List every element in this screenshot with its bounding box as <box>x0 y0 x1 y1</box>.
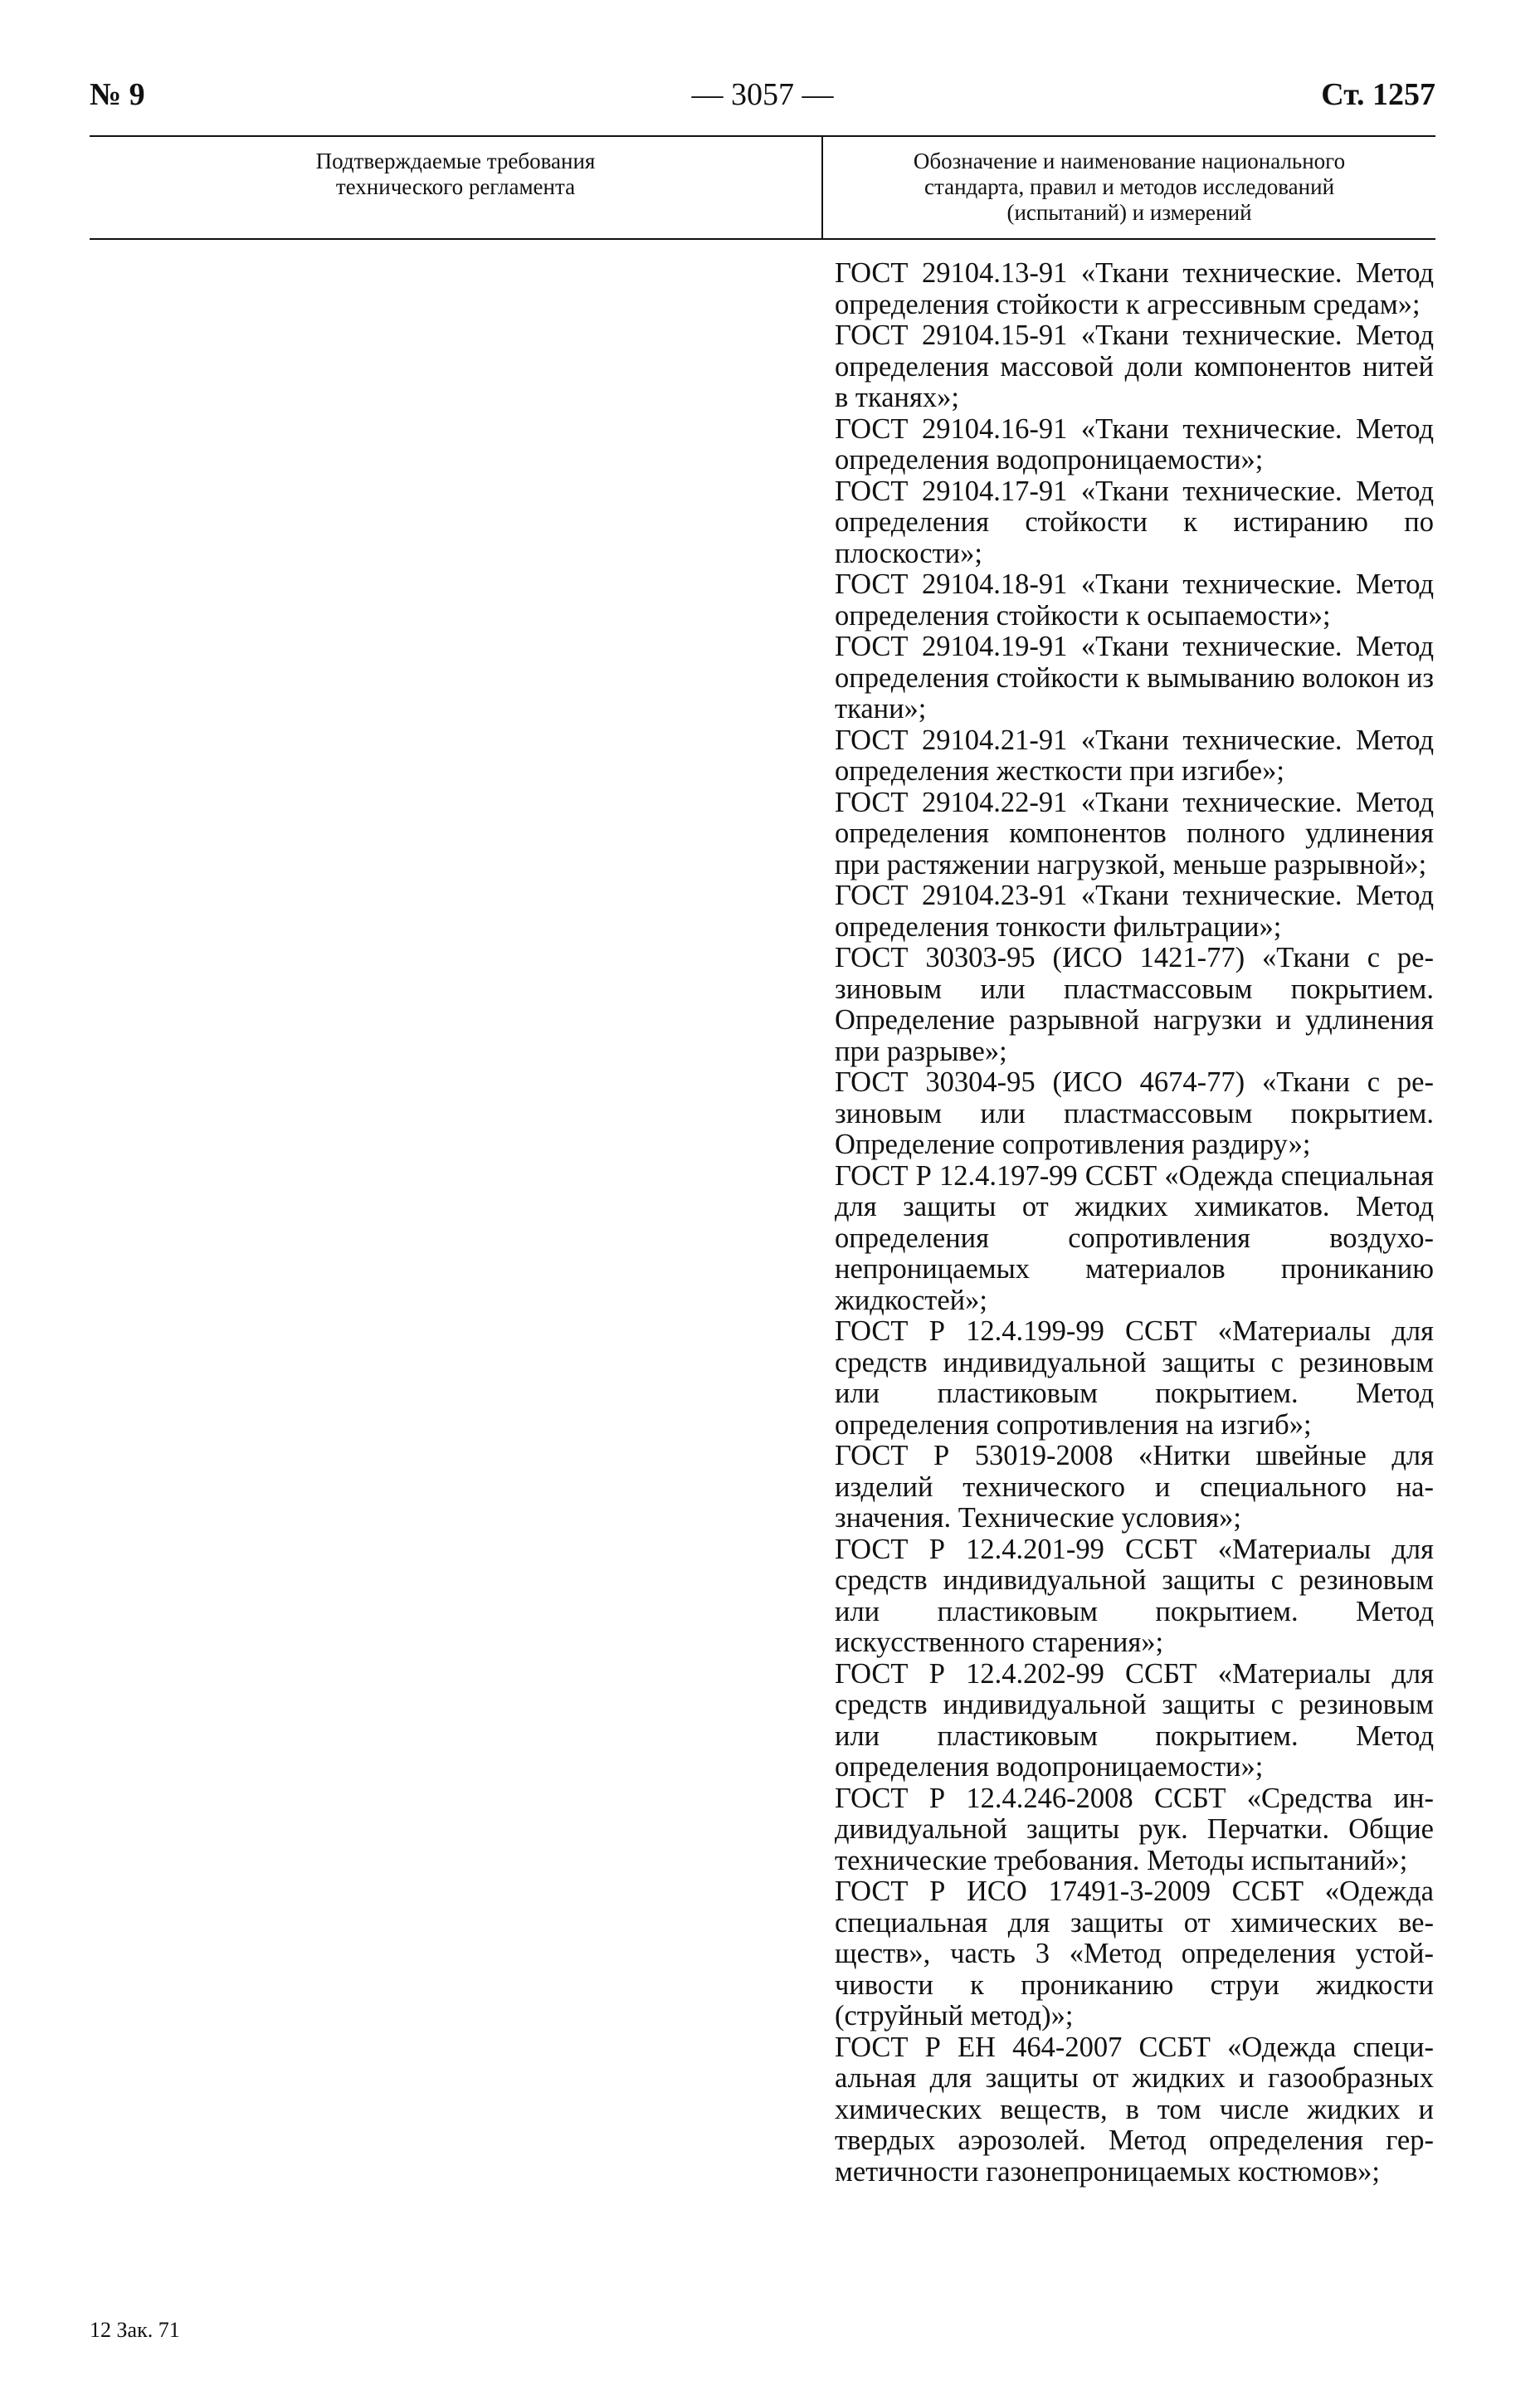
standard-entry: ГОСТ 29104.19-91 «Ткани технические. Метод определения стойкости к вымыванию волокон из ткани»; <box>835 631 1434 724</box>
standard-entry: ГОСТ 30303-95 (ИСО 1421-77) «Ткани с резиновым или пластмассовым покрытием. Определение разрывной нагрузки и удлинения при разрыве»; <box>835 942 1434 1067</box>
standard-entry: ГОСТ Р 12.4.199-99 ССБТ «Материалы для средств индивидуальной защиты с резиновым или пластиковым покрытием. Метод определения сопротивления на изгиб»; <box>835 1315 1434 1441</box>
standard-entry: ГОСТ 29104.13-91 «Ткани технические. Метод определения стойкости к агрессивным средам»; <box>835 257 1434 320</box>
standard-entry: ГОСТ Р 53019-2008 «Нитки швейные для изделий технического и специального назначения. Технические условия»; <box>835 1440 1434 1534</box>
page-header <box>90 71 1435 118</box>
column-header-line: Подтверждаемые требования <box>315 149 596 173</box>
standard-entry: ГОСТ 29104.18-91 «Ткани технические. Метод определения стойкости к осыпаемости»; <box>835 568 1434 632</box>
standard-entry: ГОСТ Р 12.4.246-2008 ССБТ «Средства индивидуальной защиты рук. Перчатки. Общие технические требования. Методы испытаний»; <box>835 1782 1434 1876</box>
standard-entry: ГОСТ 29104.17-91 «Ткани технические. Метод определения стойкости к истиранию по плоскости»; <box>835 475 1434 569</box>
standard-entry: ГОСТ Р ЕН 464-2007 ССБТ «Одежда специальная для защиты от жидких и газообразных химических веществ, в том числе жидких и твердых аэрозолей. Метод определения герметичности газонепроницаемых костюмов»; <box>835 2031 1434 2188</box>
standard-entry: ГОСТ Р 12.4.202-99 ССБТ «Материалы для средств индивидуальной защиты с резиновым или пластиковым покрытием. Метод определения водопроницаемости»; <box>835 1657 1434 1783</box>
column-header-line: стандарта, правил и методов исследований <box>924 174 1335 199</box>
standard-entry: ГОСТ 29104.22-91 «Ткани технические. Метод определения компонентов полного удлинения при растяжении нагрузкой, меньше разрывной»; <box>835 786 1434 880</box>
table-top-rule <box>90 135 1435 137</box>
column-header-line: Обозначение и наименование национального <box>913 149 1346 173</box>
column-header-requirements <box>90 149 821 200</box>
standard-entry: ГОСТ Р ИСО 17491-3-2009 ССБТ «Одежда специальная для защиты от химических веществ», часть 3 «Метод определения устойчивости к прониканию струи жидкости (струйный метод)»; <box>835 1876 1434 2032</box>
standards-table <box>90 135 1435 2312</box>
column-header-standards <box>823 149 1435 226</box>
standards-list <box>835 258 1434 2188</box>
standard-entry: ГОСТ Р 12.4.197-99 ССБТ «Одежда специальная для защиты от жидких химикатов. Метод определения сопротивления воздухонепроницаемых материалов прониканию жидкостей»; <box>835 1159 1434 1316</box>
standard-entry: ГОСТ 29104.23-91 «Ткани технические. Метод определения тонкости фильтрации»; <box>835 880 1434 943</box>
standard-entry: ГОСТ 29104.15-91 «Ткани технические. Метод определения массовой доли компонентов нитей в тканях»; <box>835 320 1434 413</box>
footer-print-note: 12 Зак. 71 <box>90 2318 180 2342</box>
column-header-line: (испытаний) и измерений <box>1006 200 1252 225</box>
issue-number: № 9 <box>90 77 145 112</box>
standard-entry: ГОСТ Р 12.4.201-99 ССБТ «Материалы для средств индивидуальной защиты с резиновым или пластиковым покрытием. Метод искусственного старения»; <box>835 1533 1434 1658</box>
standard-entry: ГОСТ 29104.16-91 «Ткани технические. Метод определения водопроницаемости»; <box>835 412 1434 476</box>
table-header-rule <box>90 238 1435 240</box>
column-header-line: технического регламента <box>335 174 576 199</box>
page-number: — 3057 — <box>691 77 834 112</box>
standard-entry: ГОСТ 29104.21-91 «Ткани технические. Метод определения жесткости при изгибе»; <box>835 724 1434 787</box>
article-number: Ст. 1257 <box>1321 77 1435 112</box>
standard-entry: ГОСТ 30304-95 (ИСО 4674-77) «Ткани с резиновым или пластмассовым покрытием. Определение сопротивления раздиру»; <box>835 1066 1434 1160</box>
